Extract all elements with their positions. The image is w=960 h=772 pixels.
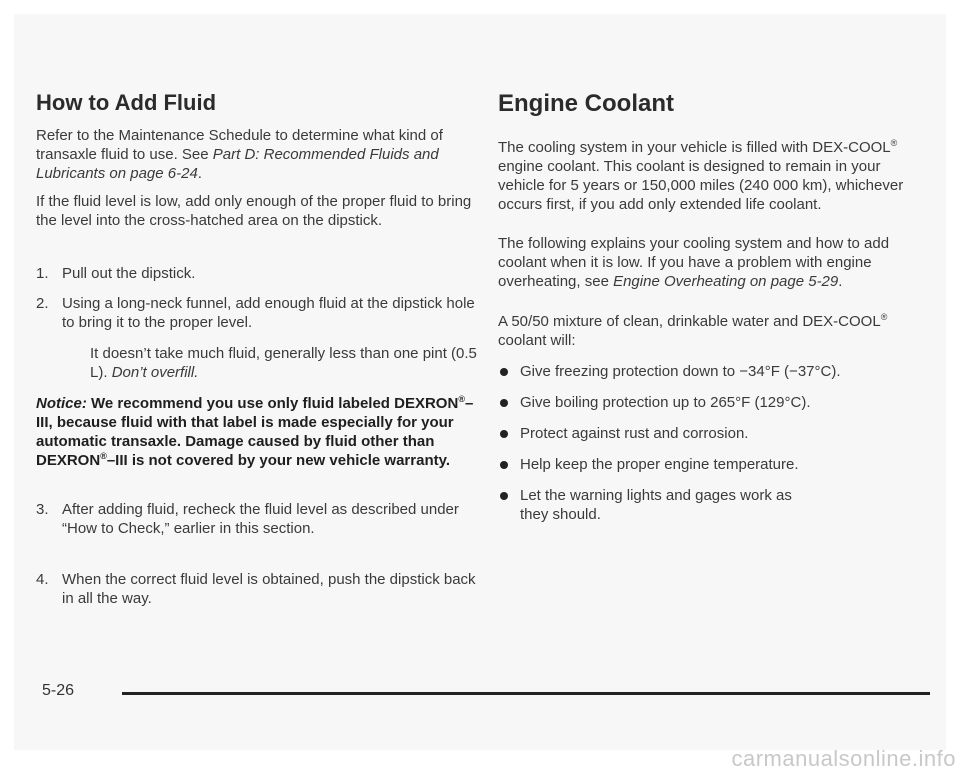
step-number: 1. — [36, 265, 49, 282]
step-2-detail — [90, 344, 480, 382]
step-number: 4. — [36, 571, 49, 588]
notice-text-1: We recommend you use only fluid labeled DEXRON — [86, 395, 459, 412]
notice-paragraph — [36, 394, 476, 470]
list-item-text: Give boiling protection up to 265°F (129°C). — [520, 394, 811, 411]
cooling-system-end: . — [838, 273, 843, 290]
watermark: carmanualsonline.info — [731, 746, 956, 771]
coolant-intro-text: The cooling system in your vehicle is filled with DEX-COOL — [498, 139, 891, 156]
step-number: 3. — [36, 501, 49, 518]
section-heading-engine-coolant: Engine Coolant — [498, 90, 674, 117]
engine-overheating-reference: Engine Overheating on page 5-29 — [613, 273, 839, 290]
registered-mark: ® — [880, 312, 888, 322]
list-item — [498, 424, 918, 443]
step-2-detail-text: It doesn’t take much fluid, generally less than one pint (0.5 L). — [90, 345, 477, 381]
bullet-icon — [500, 430, 508, 438]
intro-paragraph — [36, 126, 476, 183]
list-item-text: Let the warning lights and gages work as they should. — [520, 487, 792, 523]
manual-page — [14, 14, 946, 750]
dont-overfill-text: Don’t overfill. — [111, 364, 199, 381]
list-item-text: Protect against rust and corrosion. — [520, 425, 749, 442]
bullet-icon — [500, 492, 508, 500]
intro-text: Refer to the Maintenance Schedule to determine what kind of transaxle fluid to use. See — [36, 127, 443, 163]
step-text: After adding fluid, recheck the fluid level as described under “How to Check,” earlier in this section. — [62, 501, 459, 537]
notice-text-2: –III, because fluid with that label is made especially for your automatic transaxle. Damage caused by fluid other than DEXRON — [36, 395, 474, 469]
registered-mark: ® — [890, 138, 898, 148]
list-item — [498, 362, 918, 381]
coolant-benefits-list — [498, 362, 918, 536]
coolant-intro-text-2: engine coolant. This coolant is designed to remain in your vehicle for 5 years or 150,000 miles (240 000 km), whichever occurs first, if you add only extended life coolant. — [498, 158, 904, 213]
list-item — [498, 486, 820, 524]
step-number: 2. — [36, 295, 49, 312]
step-3 — [36, 500, 480, 538]
recommended-fluids-reference: Part D: Recommended Fluids and Lubricants on page 6-24 — [36, 146, 439, 182]
page-number: 5-26 — [42, 682, 75, 699]
list-item-text: Help keep the proper engine temperature. — [520, 456, 799, 473]
bullet-icon — [500, 399, 508, 407]
cooling-system-paragraph — [498, 234, 918, 291]
step-text: Using a long-neck funnel, add enough fluid at the dipstick hole to bring it to the proper level. — [62, 295, 475, 331]
step-text: Pull out the dipstick. — [62, 265, 196, 282]
registered-mark: ® — [458, 394, 465, 404]
mixture-text-2: coolant will: — [498, 332, 576, 349]
list-item — [498, 393, 918, 412]
step-1 — [36, 264, 480, 283]
cooling-system-text: The following explains your cooling system and how to add coolant when it is low. If you have a problem with engine overheating, see — [498, 235, 890, 290]
mixture-paragraph — [498, 312, 918, 350]
step-2 — [36, 294, 480, 332]
step-4 — [36, 570, 480, 608]
coolant-intro-paragraph — [498, 138, 918, 214]
fluid-level-paragraph: If the fluid level is low, add only enough of the proper fluid to bring the level into the cross-hatched area on the dipstick. — [36, 193, 472, 229]
notice-text-3: –III is not covered by your new vehicle warranty. — [106, 452, 451, 469]
registered-mark: ® — [100, 451, 107, 461]
footer-rule — [122, 692, 930, 695]
mixture-text: A 50/50 mixture of clean, drinkable water and DEX-COOL — [498, 313, 881, 330]
list-item — [498, 455, 918, 474]
list-item-text: Give freezing protection down to −34°F (−37°C). — [520, 363, 841, 380]
notice-label: Notice: — [36, 395, 87, 412]
bullet-icon — [500, 368, 508, 376]
bullet-icon — [500, 461, 508, 469]
section-heading-add-fluid: How to Add Fluid — [36, 90, 217, 115]
step-text: When the correct fluid level is obtained, push the dipstick back in all the way. — [62, 571, 476, 607]
intro-end: . — [197, 165, 202, 182]
